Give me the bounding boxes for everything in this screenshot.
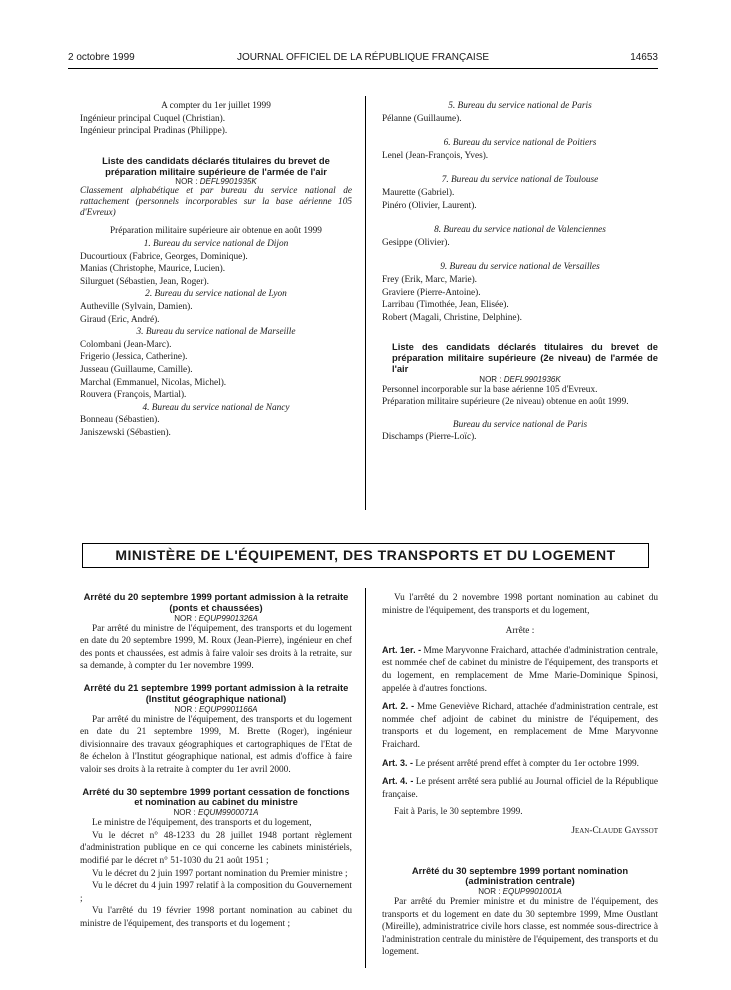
article-text: Mme Maryvonne Fraichard, attachée d'administration centrale, est nommée chef de cabinet du ministre de l'équipement, des transports et du logement, en remplacement de Mme Marie-Dominique Spinosi, appelée à d'autres fonctions.: [382, 645, 659, 694]
article-label: Art. 3. -: [382, 757, 414, 768]
candidate-name: Pinéro (Olivier, Laurent).: [382, 200, 477, 211]
article-text: Le présent arrêté prend effet à compter du 1er octobre 1999.: [415, 758, 639, 769]
prep-line: Préparation militaire supérieure (2e niveau) obtenue en août 1999.: [382, 397, 629, 408]
nor-label: NOR :: [479, 374, 502, 384]
candidate-name: Autheville (Sylvain, Damien).: [80, 301, 193, 312]
decree-title: Arrêté du 20 septembre 1999 portant admission à la retraite (ponts et chaussées): [83, 591, 349, 613]
top-right-column: [382, 100, 658, 444]
column-divider: [365, 96, 366, 510]
bureau-heading: 8. Bureau du service national de Valenciennes: [434, 225, 606, 236]
nor-label: NOR :: [174, 704, 197, 714]
candidate-name: Frigerio (Jessica, Catherine).: [80, 352, 188, 363]
nor-reference: [382, 887, 658, 896]
candidate-name: Frey (Erik, Marc, Marie).: [382, 274, 477, 285]
decree-text: Par arrêté du Premier ministre et du ministre de l'équipement, des transports et du logement en date du 30 septembre 1999, Mme Oustlant (Mireille), administratrice civile hors classe, est nommée sous-directrice à l'administration centrale du ministère de l'équipement, des transports et du logement.: [382, 897, 658, 958]
nor-label: NOR :: [173, 808, 196, 818]
intro-date: A compter du 1er juillet 1999: [161, 101, 271, 111]
header-page-number: 14653: [630, 52, 658, 63]
bureau-heading: 9. Bureau du service national de Versailles: [440, 262, 600, 273]
article-text: Le présent arrêté sera publié au Journal officiel de la République française.: [382, 777, 658, 800]
decree-title: Arrêté du 30 septembre 1999 portant cessation de fonctions et nomination au cabinet du ministre: [82, 785, 350, 808]
candidate-name: Gesippe (Olivier).: [382, 237, 450, 248]
bureau-heading: 5. Bureau du service national de Paris: [448, 101, 592, 111]
column-divider: [365, 588, 366, 968]
decree-line: Vu le décret du 4 juin 1997 relatif à la composition du Gouvernement ;: [80, 881, 352, 904]
intro-name: Ingénieur principal Pradinas (Philippe).: [80, 126, 228, 137]
article: [382, 775, 658, 801]
candidate-name: Silurguet (Sébastien, Jean, Roger).: [80, 276, 209, 287]
article-label: Art. 2. -: [382, 701, 415, 712]
candidate-name: Bonneau (Sébastien).: [80, 415, 160, 426]
personnel-line: Personnel incorporable sur la base aérienne 105 d'Evreux.: [382, 384, 598, 395]
article-text: Mme Geneviève Richard, attachée d'administration centrale, est nommée chef adjoint de cabinet du ministre de l'équipement, des transports et du logement, en remplacement de Mme Maryvonne Fraichard.: [382, 702, 658, 750]
bureau-heading: Bureau du service national de Paris: [452, 419, 588, 430]
candidate-name: Giraud (Eric, André).: [80, 314, 160, 325]
candidate-name: Jusseau (Guillaume, Camille).: [80, 364, 193, 375]
decree-text: Par arrêté du ministre de l'équipement, des transports et du logement en date du 21 septembre 1999, M. Brette (Roger), ingénieur divisionnaire des travaux géographiques et cartographiques de l'Etat de 8e échelon à l'Institut géographique national, est admis d'office à faire valoir ses droits à la retraite à compter du 1er avril 2000.: [80, 714, 352, 775]
nor-code: EQUP9901001A: [502, 887, 562, 897]
bureau-heading: 4. Bureau du service national de Nancy: [142, 402, 290, 413]
candidate-name: Maurette (Gabriel).: [382, 187, 455, 198]
nor-reference: [80, 177, 352, 186]
nor-label: NOR :: [174, 613, 197, 623]
article: [382, 644, 658, 695]
nor-reference: [80, 705, 352, 714]
fait-line: Fait à Paris, le 30 septembre 1999.: [394, 807, 523, 818]
candidate-name: Graviere (Pierre-Antoine).: [382, 287, 481, 298]
decree-line: Vu l'arrêté du 2 novembre 1998 portant nomination au cabinet du ministre de l'équipement, des transports et du logement,: [382, 593, 658, 616]
candidate-name: Marchal (Emmanuel, Nicolas, Michel).: [80, 377, 227, 388]
candidate-name: Larribau (Timothée, Jean, Elisée).: [382, 300, 509, 311]
ministry-banner: MINISTÈRE DE L'ÉQUIPEMENT, DES TRANSPORTS ET DU LOGEMENT: [82, 543, 649, 568]
decree-line: Vu l'arrêté du 19 février 1998 portant nomination au cabinet du ministre de l'équipement, des transports et du logement ;: [80, 906, 352, 929]
arrete-label: Arrête :: [505, 626, 535, 637]
signature: Jean-Claude Gayssot: [571, 825, 658, 836]
nor-reference: [80, 614, 352, 623]
decree-line: Vu le décret n° 48-1233 du 28 juillet 1948 portant règlement d'administration publique en ce qui concerne les cabinets ministériels, modifié par le décret n° 51-1030 du 21 août 1951 ;: [80, 830, 352, 866]
header-journal-title: JOURNAL OFFICIEL DE LA RÉPUBLIQUE FRANÇAISE: [236, 52, 490, 63]
candidate-name: Rouvera (François, Martial).: [80, 390, 187, 401]
list-title: Liste des candidats déclarés titulaires du brevet de préparation militaire supérieure de l'armée de l'air: [102, 154, 330, 177]
classement-note: Classement alphabétique et par bureau du service national de rattachement (personnels incorporables sur la base aérienne 105 d'Evreux): [80, 186, 352, 219]
candidate-name: Ducourtioux (Fabrice, Georges, Dominique).: [80, 251, 248, 262]
nor-code: EQUM9900071A: [197, 808, 259, 818]
decree-line: Le ministre de l'équipement, des transports et du logement,: [92, 818, 312, 829]
candidate-name: Pélanne (Guillaume).: [382, 113, 462, 124]
decree-text: Par arrêté du ministre de l'équipement, des transports et du logement en date du 20 septembre 1999, M. Roux (Jean-Pierre), ingénieur en chef des ponts et chaussées, est admis à faire valoir ses droits à la retraite, sur sa demande, à compter du 1er novembre 1999.: [80, 623, 352, 672]
bureau-heading: 7. Bureau du service national de Toulouse: [441, 175, 599, 186]
candidate-name: Janiszewski (Sébastien).: [80, 427, 171, 438]
nor-code: EQUP9901326A: [198, 613, 258, 623]
bottom-right-column: [382, 592, 658, 959]
nor-label: NOR :: [175, 177, 198, 187]
top-left-column: [80, 100, 352, 439]
nor-code: DEFL9901936K: [503, 374, 561, 384]
candidate-name: Dischamps (Pierre-Loïc).: [382, 432, 477, 443]
candidate-name: Manias (Christophe, Maurice, Lucien).: [80, 264, 226, 275]
decree-title: Arrêté du 30 septembre 1999 portant nomination (administration centrale): [411, 864, 629, 887]
article: [382, 700, 658, 751]
header-rule: [68, 68, 658, 69]
article-label: Art. 4. -: [382, 776, 414, 787]
nor-reference: [80, 808, 352, 817]
bureau-heading: 2. Bureau du service national de Lyon: [145, 289, 287, 300]
bureau-heading: 6. Bureau du service national de Poitiers: [443, 138, 597, 149]
nor-reference: [382, 375, 658, 384]
article-label: Art. 1er. -: [382, 644, 422, 655]
bottom-left-column: [80, 592, 352, 930]
nor-label: NOR :: [478, 887, 501, 897]
decree-line: Vu le décret du 2 juin 1997 portant nomination du Premier ministre ;: [92, 868, 348, 879]
decree-title: Arrêté du 21 septembre 1999 portant admission à la retraite (Institut géographique national): [83, 681, 349, 704]
running-header: [68, 52, 658, 66]
candidate-name: Lenel (Jean-François, Yves).: [382, 150, 489, 161]
candidate-name: Robert (Magali, Christine, Delphine).: [382, 312, 522, 323]
intro-name: Ingénieur principal Cuquel (Christian).: [80, 113, 226, 124]
nor-code: EQUP9901166A: [198, 704, 258, 714]
bureau-heading: 1. Bureau du service national de Dijon: [143, 238, 289, 249]
bureau-heading: 3. Bureau du service national de Marseille: [136, 327, 296, 338]
nor-code: DEFL9901935K: [199, 177, 257, 187]
candidate-name: Colombani (Jean-Marc).: [80, 339, 172, 350]
prep-line: Préparation militaire supérieure air obtenue en août 1999: [110, 226, 322, 237]
header-date: 2 octobre 1999: [68, 52, 135, 63]
article: [382, 757, 658, 771]
list-title: Liste des candidats déclarés titulaires du brevet de préparation militaire supérieure (2e niveau) de l'armée de l'air: [392, 341, 658, 374]
